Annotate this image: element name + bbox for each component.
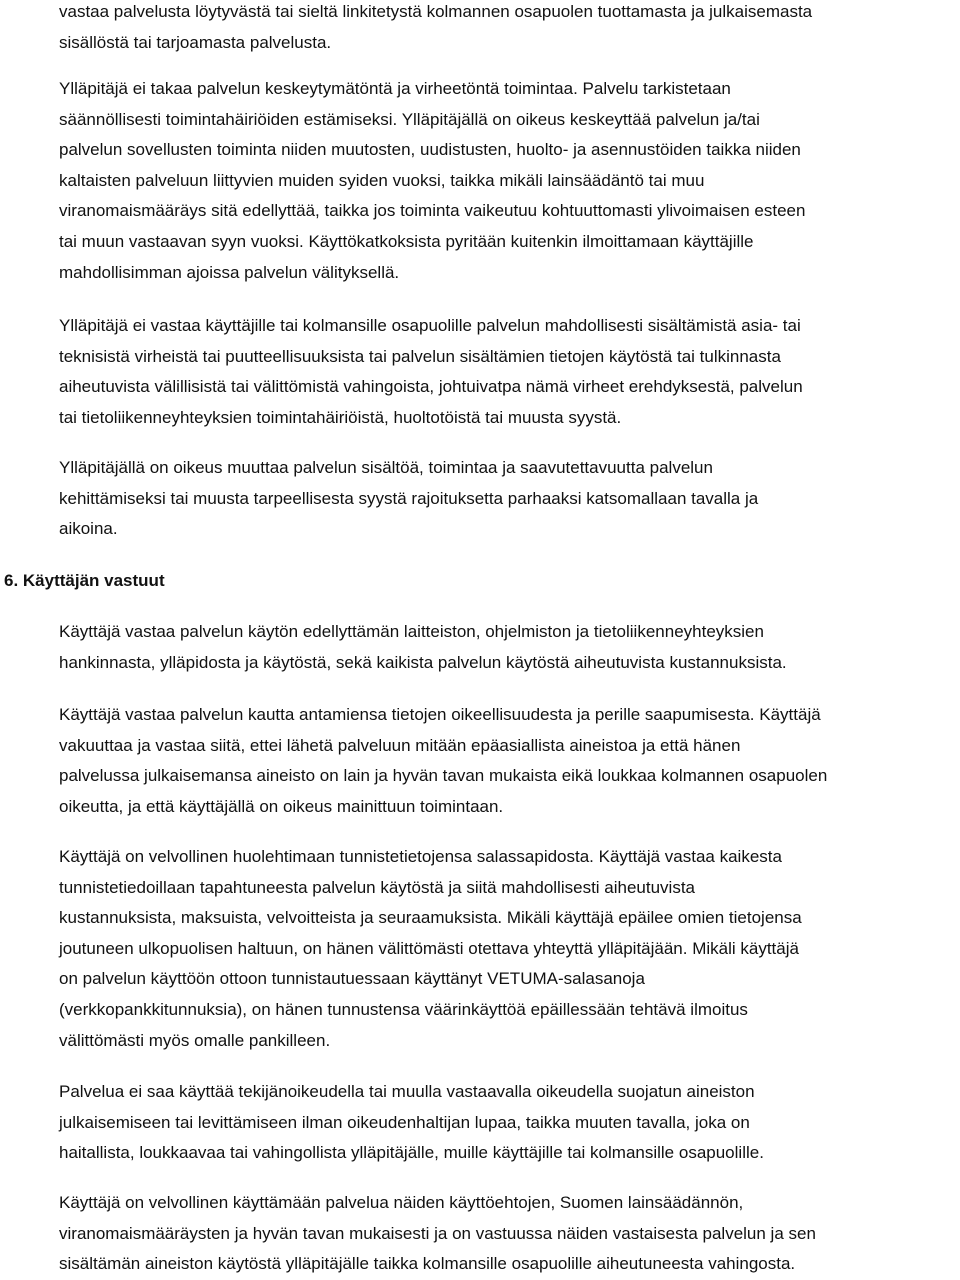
- credentials-paragraph: [59, 842, 802, 1056]
- text-line: palvelussa julkaisemansa aineisto on lain ja hyvän tavan mukaista eikä loukkaa kolmannen osapuolen: [59, 766, 828, 786]
- text-line: Palvelua ei saa käyttää tekijänoikeudella tai muulla vastaavalla oikeudella suojatun aineiston: [59, 1082, 755, 1101]
- availability-paragraph: [59, 74, 805, 288]
- copyright-paragraph: [59, 1077, 764, 1169]
- text-line: sisällöstä tai tarjoamasta palvelusta.: [59, 32, 332, 52]
- text-line: Käyttäjä on velvollinen huolehtimaan tunnistetietojensa salassapidosta. Käyttäjä vastaa kaikesta: [59, 847, 782, 866]
- text-line: aikoina.: [59, 519, 118, 539]
- text-line: viranomaismääräysten ja hyvän tavan mukaisesti ja on vastuussa näiden vastaisesta palvelun ja sen: [59, 1223, 816, 1243]
- text-line: kehittämiseksi tai muusta tarpeellisesta syystä rajoituksetta parhaaksi katsomallaan tavalla ja: [59, 488, 759, 508]
- text-line: Ylläpitäjä ei vastaa käyttäjille tai kolmansille osapuolille palvelun mahdollisesti sisältämistä asia- tai: [59, 316, 801, 335]
- text-line: haitallista, loukkaavaa tai vahingollista ylläpitäjälle, muille käyttäjille tai kolmansille osapuolille.: [59, 1143, 764, 1163]
- text-line: tai muun vastaavan syyn vuoksi. Käyttökatkoksista pyritään kuitenkin ilmoittamaan käyttäjille: [59, 231, 754, 251]
- text-line: säännöllisesti toimintahäiriöiden estämiseksi. Ylläpitäjällä on oikeus keskeyttää palvelun ja/tai: [59, 109, 760, 129]
- text-line: Käyttäjä vastaa palvelun käytön edellyttämän laitteiston, ohjelmiston ja tietoliikenneyhteyksien: [59, 622, 764, 641]
- text-line: välittömästi myös omalle pankilleen.: [59, 1030, 331, 1050]
- text-line: joutuneen ulkopuolisen haltuun, on hänen välittömästi otettava yhteyttä ylläpitäjään. Mikäli käyttäjä: [59, 938, 799, 958]
- text-line: kustannuksista, maksuista, velvoitteista ja seuraamuksista. Mikäli käyttäjä epäilee omien tietojensa: [59, 908, 802, 928]
- text-line: tunnistetiedoillaan tapahtuneesta palvelun käytöstä ja siitä mahdollisesti aiheutuvista: [59, 877, 696, 897]
- text-line: on palvelun käyttöön ottoon tunnistautuessaan käyttänyt VETUMA-salasanoja: [59, 969, 645, 989]
- text-line: Ylläpitäjällä on oikeus muuttaa palvelun sisältöä, toimintaa ja saavutettavuutta palvelun: [59, 458, 713, 477]
- text-line: palvelun sovellusten toiminta niiden muutosten, uudistusten, huolto- ja asennustöiden taikka niiden: [59, 140, 801, 160]
- text-line: tai tietoliikenneyhteyksien toimintahäiriöistä, huoltotöistä tai muusta syystä.: [59, 407, 622, 427]
- text-line: aiheutuvista välillisistä tai välittömistä vahingoista, johtuivatpa nämä virheet erehdyksestä, palvelun: [59, 377, 803, 397]
- section-6-heading: 6. Käyttäjän vastuut: [4, 571, 165, 590]
- text-line: sisältämän aineiston käytöstä ylläpitäjälle taikka kolmansille osapuolille aiheutuneesta vahingosta.: [59, 1254, 796, 1274]
- equipment-paragraph: [59, 617, 787, 678]
- liability-paragraph: [59, 311, 803, 433]
- text-line: vastaa palvelusta löytyvästä tai sieltä linkitetystä kolmannen osapuolen tuottamasta ja julkaisemasta: [59, 2, 813, 21]
- terms-paragraph: [59, 1188, 816, 1280]
- text-line: oikeutta, ja että käyttäjällä on oikeus mainittuun toimintaan.: [59, 796, 504, 816]
- text-line: viranomaismääräys sitä edellyttää, taikka jos toiminta vaikeutuu kohtuuttomasti ylivoimaisen esteen: [59, 201, 806, 221]
- text-line: (verkkopankkitunnuksia), on hänen tunnustensa väärinkäyttöä epäillessään tehtävä ilmoitus: [59, 999, 748, 1019]
- information-paragraph: [59, 700, 827, 822]
- text-line: vakuuttaa ja vastaa siitä, ettei lähetä palveluun mitään epäasiallista aineistoa ja että hänen: [59, 735, 741, 755]
- text-line: kaltaisten palveluun liittyvien muiden syiden vuoksi, taikka mikäli lainsäädäntö tai muu: [59, 170, 705, 190]
- text-line: Käyttäjä vastaa palvelun kautta antamiensa tietojen oikeellisuudesta ja perille saapumisesta. Käyttäjä: [59, 705, 821, 724]
- intro-paragraph: [59, 0, 812, 58]
- text-line: teknisistä virheistä tai puutteellisuuksista tai palvelun sisältämien tietojen käytöstä tai tulkinnasta: [59, 346, 781, 366]
- text-line: hankinnasta, ylläpidosta ja käytöstä, sekä kaikista palvelun käytöstä aiheutuvista kustannuksista.: [59, 652, 787, 672]
- text-line: julkaisemiseen tai levittämiseen ilman oikeudenhaltijan lupaa, taikka muuten tavalla, joka on: [59, 1112, 750, 1132]
- text-line: Ylläpitäjä ei takaa palvelun keskeytymätöntä ja virheetöntä toimintaa. Palvelu tarkistetaan: [59, 79, 731, 98]
- changes-paragraph: [59, 453, 758, 545]
- text-line: Käyttäjä on velvollinen käyttämään palvelua näiden käyttöehtojen, Suomen lainsäädännön,: [59, 1193, 744, 1212]
- text-line: mahdollisimman ajoissa palvelun välityksellä.: [59, 262, 400, 282]
